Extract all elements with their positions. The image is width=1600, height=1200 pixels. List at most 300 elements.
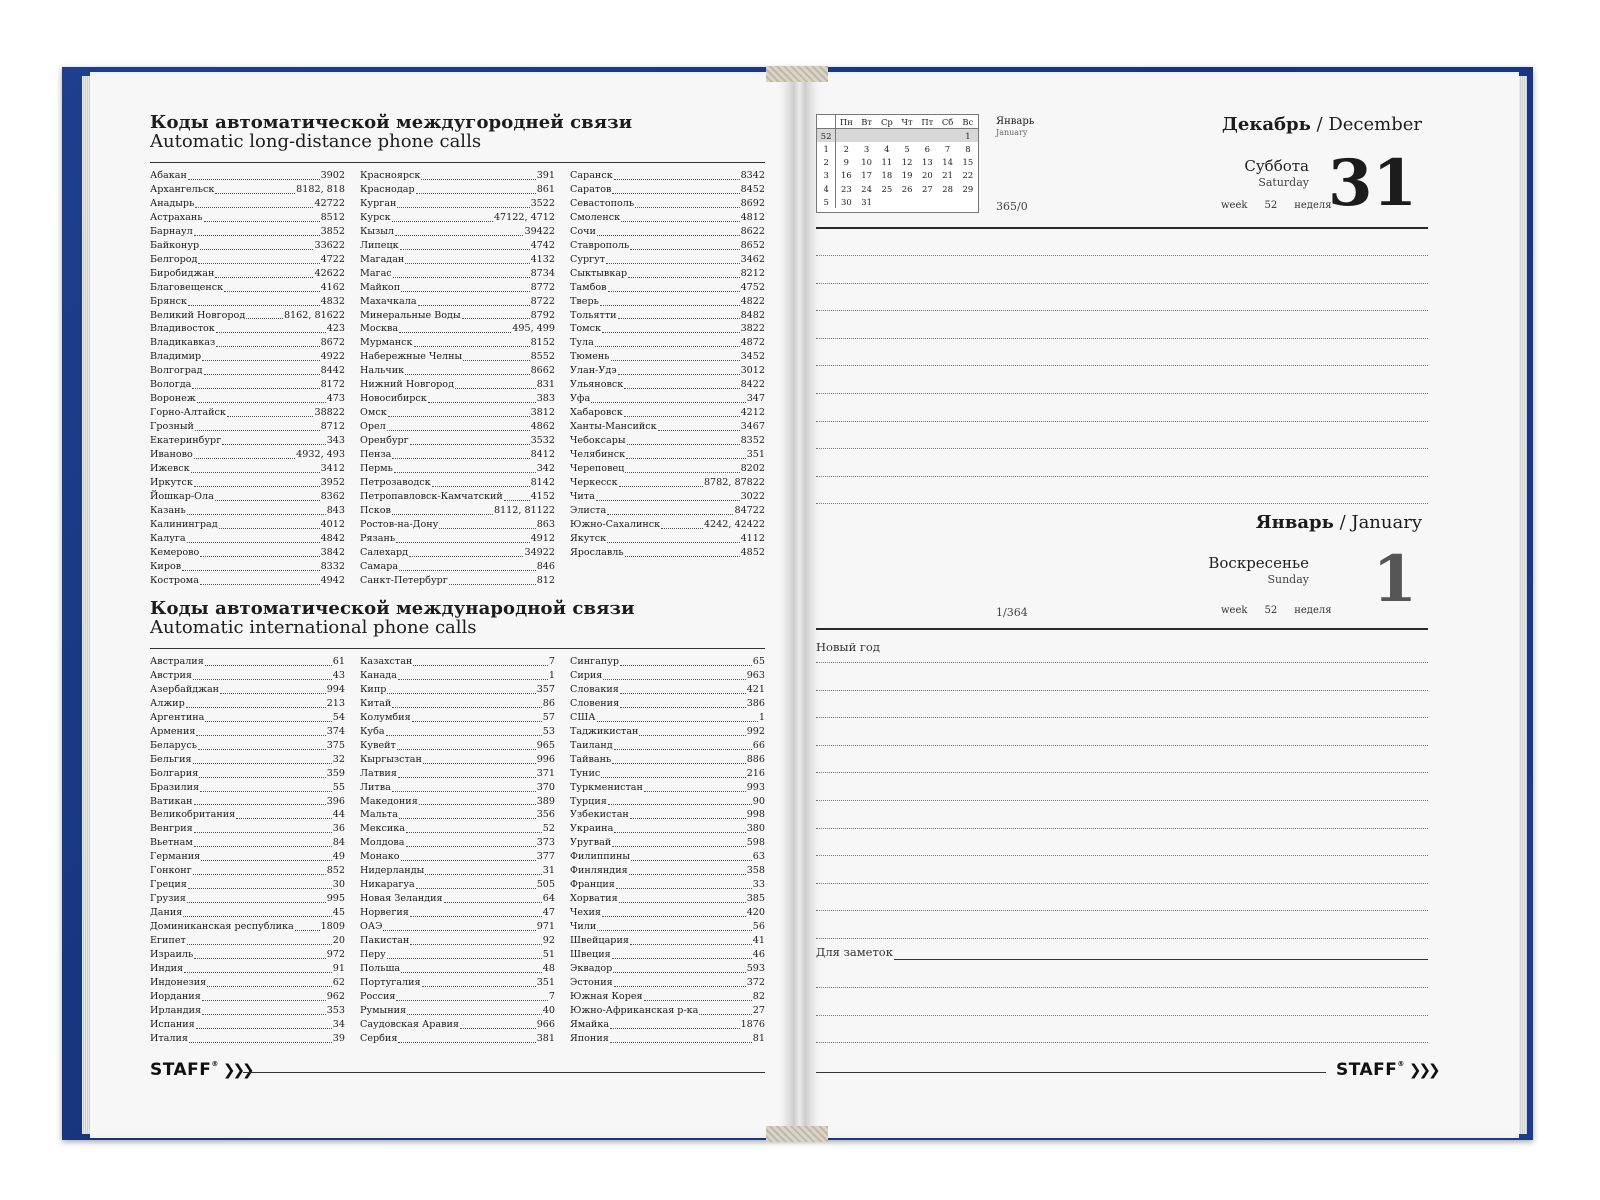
holiday-label: Новый год bbox=[816, 640, 880, 654]
code-entry bbox=[360, 864, 555, 878]
entry-code: 216 bbox=[746, 767, 765, 779]
code-entry bbox=[360, 669, 555, 683]
leader-dots bbox=[439, 518, 535, 529]
entry-code: 3842 bbox=[320, 546, 345, 558]
code-entry bbox=[150, 934, 345, 948]
entry-code: 351 bbox=[536, 976, 555, 988]
entry-code: 40 bbox=[542, 1004, 555, 1016]
entry-code: 61 bbox=[332, 656, 345, 667]
leader-dots bbox=[614, 169, 740, 180]
leader-dots bbox=[410, 906, 542, 917]
entry-code: 65 bbox=[752, 656, 765, 667]
code-entry bbox=[360, 948, 555, 962]
codes-column bbox=[150, 169, 345, 588]
entry-code: 8412 bbox=[530, 449, 555, 461]
leader-dots bbox=[608, 795, 752, 806]
code-entry bbox=[150, 864, 345, 878]
leader-dots bbox=[392, 697, 542, 708]
leader-dots bbox=[432, 476, 530, 487]
day-separator bbox=[816, 628, 1428, 630]
calendar-day: 22 bbox=[962, 170, 974, 181]
calendar-day: 8 bbox=[965, 143, 971, 154]
ruled-line bbox=[816, 828, 1428, 829]
entry-name: Курган bbox=[360, 197, 397, 209]
footer-rule bbox=[816, 1072, 1326, 1073]
leader-dots bbox=[399, 322, 511, 333]
right-page bbox=[806, 72, 1519, 1138]
entry-name: Брянск bbox=[150, 295, 188, 307]
leader-dots bbox=[635, 197, 739, 208]
leader-dots bbox=[625, 546, 740, 557]
entry-code: 377 bbox=[536, 851, 555, 863]
entry-name: Севастополь bbox=[570, 197, 635, 209]
entry-name: Кипр bbox=[360, 683, 387, 695]
entry-name: Саранск bbox=[570, 170, 613, 181]
code-entry bbox=[360, 990, 555, 1004]
calendar-day bbox=[958, 195, 978, 208]
entry-name: Узбекистан bbox=[570, 809, 629, 821]
code-entry bbox=[570, 669, 765, 683]
entry-name: Владимир bbox=[150, 351, 202, 363]
code-entry bbox=[360, 808, 555, 822]
entry-name: Канада bbox=[360, 669, 397, 681]
entry-name: Израиль bbox=[150, 949, 194, 961]
entry-name: Украина bbox=[570, 823, 614, 835]
leader-dots bbox=[413, 655, 548, 666]
calendar-day: 6 bbox=[924, 143, 931, 154]
entry-code: 8772 bbox=[530, 281, 555, 293]
leader-dots bbox=[397, 197, 529, 208]
leader-dots bbox=[398, 1032, 535, 1043]
leader-dots bbox=[395, 225, 523, 236]
entry-name: Тюмень bbox=[570, 351, 610, 363]
entry-name: Эквадор bbox=[570, 962, 613, 974]
leader-dots bbox=[416, 183, 536, 194]
entry-code: 4862 bbox=[530, 421, 555, 433]
leader-dots bbox=[398, 767, 536, 778]
code-entry bbox=[570, 378, 765, 392]
code-entry bbox=[570, 976, 765, 990]
weekday-name: Суббота bbox=[1244, 157, 1309, 175]
calendar-day: 20 bbox=[922, 170, 933, 181]
entry-code: 3852 bbox=[320, 225, 345, 237]
entry-name: Сыктывкар bbox=[570, 267, 628, 279]
code-entry bbox=[150, 225, 345, 239]
entry-name: Псков bbox=[360, 504, 391, 516]
book-gutter bbox=[793, 72, 806, 1138]
leader-dots bbox=[400, 239, 530, 250]
entry-name: Филиппины bbox=[570, 851, 631, 863]
leader-dots bbox=[202, 1004, 326, 1015]
code-entry bbox=[360, 934, 555, 948]
code-entry bbox=[570, 962, 765, 976]
leader-dots bbox=[236, 808, 332, 819]
code-entry bbox=[570, 322, 765, 336]
leader-dots bbox=[619, 892, 746, 903]
code-entry bbox=[150, 560, 345, 574]
weekday-name: Воскресенье bbox=[1208, 554, 1309, 572]
calendar-day: 26 bbox=[901, 183, 913, 194]
code-entry bbox=[360, 697, 555, 711]
entry-code: 86 bbox=[542, 697, 555, 709]
code-entry bbox=[150, 448, 345, 462]
leader-dots bbox=[410, 434, 530, 445]
entry-name: Тамбов bbox=[570, 281, 607, 293]
entry-name: Австралия bbox=[150, 656, 204, 667]
entry-name: Йошкар-Ола bbox=[150, 490, 214, 502]
entry-name: ОАЭ bbox=[360, 921, 383, 933]
entry-code: 8672 bbox=[320, 337, 345, 349]
codes-column bbox=[570, 655, 765, 1046]
code-entry bbox=[360, 295, 555, 309]
leader-dots bbox=[224, 281, 319, 292]
code-entry bbox=[150, 711, 345, 725]
entry-name: Петрозаводск bbox=[360, 476, 431, 488]
code-entry bbox=[150, 336, 345, 350]
leader-dots bbox=[195, 197, 313, 208]
leader-dots bbox=[621, 211, 739, 222]
leader-dots bbox=[591, 392, 746, 403]
code-entry bbox=[360, 1004, 555, 1018]
leader-dots bbox=[611, 350, 740, 361]
code-entry bbox=[570, 725, 765, 739]
leader-dots bbox=[200, 574, 320, 585]
leader-dots bbox=[463, 350, 529, 361]
entry-code: 53 bbox=[542, 725, 555, 737]
entry-code: 965 bbox=[536, 739, 555, 751]
entry-name: Россия bbox=[360, 990, 396, 1002]
leader-dots bbox=[606, 253, 739, 264]
code-entry bbox=[360, 183, 555, 197]
leader-dots bbox=[398, 669, 548, 680]
entry-name: Магас bbox=[360, 267, 392, 279]
entry-code: 3467 bbox=[740, 421, 765, 433]
leader-dots bbox=[425, 864, 542, 875]
ruled-line bbox=[816, 800, 1428, 801]
entry-code: 852 bbox=[326, 865, 345, 877]
entry-code: 966 bbox=[536, 1018, 555, 1030]
calendar-day: 14 bbox=[942, 157, 953, 168]
entry-code: 8442 bbox=[320, 365, 345, 377]
entry-name: Германия bbox=[150, 851, 201, 863]
leader-dots bbox=[387, 420, 530, 431]
code-entry bbox=[150, 822, 345, 836]
entry-name: Петропавловск-Камчатский bbox=[360, 490, 503, 502]
footer-rule bbox=[243, 1072, 765, 1073]
code-entry bbox=[150, 267, 345, 281]
calendar-day bbox=[917, 129, 937, 143]
entry-code: 8352 bbox=[740, 435, 765, 447]
ruled-line bbox=[816, 310, 1428, 311]
entry-code: 8662 bbox=[530, 365, 555, 377]
leader-dots bbox=[187, 934, 332, 945]
codes-column bbox=[360, 655, 555, 1046]
leader-dots bbox=[216, 336, 319, 347]
entry-name: Тольятти bbox=[570, 309, 617, 321]
calendar-day bbox=[897, 129, 917, 143]
code-entry bbox=[570, 239, 765, 253]
entry-code: 375 bbox=[326, 739, 345, 751]
calendar-day bbox=[937, 195, 957, 208]
entry-code: 385 bbox=[746, 893, 765, 905]
mini-calendar-month-en: January bbox=[996, 128, 1028, 137]
entry-code: 4722 bbox=[320, 253, 345, 265]
leader-dots bbox=[220, 683, 326, 694]
leader-dots bbox=[630, 239, 739, 250]
leader-dots bbox=[197, 392, 326, 403]
code-entry bbox=[570, 364, 765, 378]
entry-name: Орел bbox=[360, 421, 386, 433]
entry-code: 46 bbox=[752, 949, 765, 961]
code-entry bbox=[360, 920, 555, 934]
code-entry bbox=[150, 476, 345, 490]
entry-name: Грозный bbox=[150, 421, 194, 433]
entry-code: 846 bbox=[536, 560, 555, 572]
code-entry bbox=[360, 795, 555, 809]
entry-code: 8692 bbox=[740, 197, 765, 209]
entry-code: 994 bbox=[326, 683, 345, 695]
leader-dots bbox=[196, 1018, 332, 1029]
entry-name: Бельгия bbox=[150, 753, 192, 765]
code-entry bbox=[570, 683, 765, 697]
leader-dots bbox=[204, 211, 320, 222]
leader-dots bbox=[421, 169, 535, 180]
entry-code: 39 bbox=[332, 1032, 345, 1044]
ruled-line bbox=[816, 421, 1428, 422]
calendar-day bbox=[897, 195, 917, 208]
day-separator bbox=[816, 227, 1428, 229]
entry-code: 3822 bbox=[740, 323, 765, 335]
entry-name: Болгария bbox=[150, 767, 199, 779]
entry-code: 7 bbox=[548, 990, 555, 1002]
leader-dots bbox=[200, 546, 319, 557]
entry-name: Санкт-Петербург bbox=[360, 574, 448, 586]
code-entry bbox=[150, 683, 345, 697]
code-entry bbox=[150, 211, 345, 225]
code-entry bbox=[150, 739, 345, 753]
entry-code: 8782, 87822 bbox=[703, 476, 765, 488]
code-entry bbox=[150, 392, 345, 406]
left-page bbox=[90, 72, 793, 1138]
entry-name: Сербия bbox=[360, 1032, 398, 1044]
day-number: 31 bbox=[1327, 146, 1417, 221]
code-entry bbox=[150, 406, 345, 420]
code-entry bbox=[570, 183, 765, 197]
entry-name: Италия bbox=[150, 1032, 188, 1044]
leader-dots bbox=[629, 864, 746, 875]
calendar-day bbox=[856, 129, 876, 143]
calendar-day: 11 bbox=[881, 157, 893, 168]
leader-dots bbox=[639, 725, 745, 736]
code-entry bbox=[570, 420, 765, 434]
code-entry bbox=[360, 892, 555, 906]
entry-name: Дания bbox=[150, 907, 183, 919]
entry-code: 39422 bbox=[524, 225, 555, 237]
code-entry bbox=[360, 281, 555, 295]
leader-dots bbox=[195, 420, 320, 431]
entry-code: 4812 bbox=[740, 211, 765, 223]
code-entry bbox=[150, 850, 345, 864]
entry-name: Воронеж bbox=[150, 393, 196, 405]
entry-name: Самара bbox=[360, 560, 399, 572]
code-entry bbox=[150, 281, 345, 295]
entry-code: 8182, 818 bbox=[296, 183, 345, 195]
month-header: Декабрь / December bbox=[1221, 114, 1422, 135]
code-entry bbox=[570, 892, 765, 906]
leader-dots bbox=[406, 836, 536, 847]
headband-top bbox=[766, 66, 828, 82]
entry-name: Кыргызстан bbox=[360, 753, 422, 765]
entry-code: 342 bbox=[536, 463, 555, 475]
code-entry bbox=[360, 225, 555, 239]
leader-dots bbox=[601, 767, 745, 778]
entry-code: 66 bbox=[752, 739, 765, 751]
leader-dots bbox=[596, 490, 740, 501]
code-entry bbox=[150, 1004, 345, 1018]
entry-code: 8452 bbox=[740, 183, 765, 195]
day-number: 1 bbox=[1372, 542, 1417, 617]
entry-name: Владикавказ bbox=[150, 337, 216, 349]
leader-dots bbox=[418, 295, 530, 306]
entry-code: 8212 bbox=[740, 267, 765, 279]
code-entry bbox=[360, 546, 555, 560]
leader-dots bbox=[399, 560, 536, 571]
calendar-day: 15 bbox=[962, 157, 974, 168]
entry-name: Эстония bbox=[570, 976, 613, 988]
ruled-line bbox=[816, 662, 1428, 663]
leader-dots bbox=[194, 948, 326, 959]
leader-dots bbox=[644, 781, 746, 792]
code-entry bbox=[150, 781, 345, 795]
leader-dots bbox=[205, 655, 332, 666]
entry-code: 372 bbox=[746, 976, 765, 988]
code-entry bbox=[570, 864, 765, 878]
entry-name: Колумбия bbox=[360, 711, 411, 723]
leader-dots bbox=[196, 725, 325, 736]
leader-dots bbox=[409, 546, 523, 557]
ruled-line bbox=[816, 1015, 1428, 1016]
code-entry bbox=[360, 1018, 555, 1032]
entry-name: Майкоп bbox=[360, 281, 401, 293]
ruled-line bbox=[816, 987, 1428, 988]
entry-code: 4912 bbox=[530, 532, 555, 544]
code-entry bbox=[150, 962, 345, 976]
entry-code: 4162 bbox=[320, 281, 345, 293]
leader-dots bbox=[414, 336, 530, 347]
entry-code: 4132 bbox=[530, 253, 555, 265]
leader-dots bbox=[199, 767, 325, 778]
leader-dots bbox=[612, 948, 752, 959]
code-entry bbox=[150, 878, 345, 892]
code-entry bbox=[360, 490, 555, 504]
entry-name: Нальчик bbox=[360, 365, 405, 377]
entry-name: Швейцария bbox=[570, 935, 629, 947]
headband-bottom bbox=[766, 1126, 828, 1142]
leader-dots bbox=[204, 364, 320, 375]
entry-code: 8622 bbox=[740, 225, 765, 237]
weekday-header: Вт bbox=[856, 115, 876, 129]
code-entry bbox=[570, 350, 765, 364]
entry-code: 358 bbox=[746, 865, 765, 877]
code-entry bbox=[150, 697, 345, 711]
code-entry bbox=[570, 948, 765, 962]
leader-dots bbox=[603, 669, 745, 680]
code-entry bbox=[570, 878, 765, 892]
entry-code: 4932, 493 bbox=[296, 449, 345, 461]
code-entry bbox=[360, 309, 555, 323]
calendar-day: 13 bbox=[922, 157, 933, 168]
leader-dots bbox=[612, 836, 745, 847]
leader-dots bbox=[449, 574, 536, 585]
leader-dots bbox=[399, 808, 536, 819]
calendar-day: 10 bbox=[861, 157, 872, 168]
leader-dots bbox=[607, 504, 733, 515]
code-entry bbox=[570, 836, 765, 850]
entry-code: 36 bbox=[332, 823, 345, 835]
entry-name: Красноярск bbox=[360, 170, 421, 181]
entry-name: Саудовская Аравия bbox=[360, 1018, 459, 1030]
week-number: 52 bbox=[817, 129, 836, 143]
leader-dots bbox=[216, 322, 326, 333]
entry-name: Ижевск bbox=[150, 463, 190, 475]
entry-code: 54 bbox=[332, 711, 345, 723]
calendar-day: 30 bbox=[841, 196, 852, 207]
leader-dots bbox=[612, 753, 745, 764]
code-entry bbox=[150, 795, 345, 809]
code-entry bbox=[150, 420, 345, 434]
entry-name: Нидерланды bbox=[360, 865, 425, 877]
entry-code: 8142 bbox=[530, 476, 555, 488]
entry-code: 886 bbox=[746, 753, 765, 765]
leader-dots bbox=[614, 976, 746, 987]
entry-code: 64 bbox=[542, 893, 555, 905]
codes-column bbox=[570, 169, 765, 560]
entry-name: Бразилия bbox=[150, 781, 200, 793]
code-entry bbox=[570, 906, 765, 920]
entry-name: Молдова bbox=[360, 837, 405, 849]
entry-code: 1876 bbox=[740, 1018, 765, 1030]
entry-name: Греция bbox=[150, 879, 187, 891]
entry-name: Таиланд bbox=[570, 739, 613, 751]
ruled-line bbox=[816, 448, 1428, 449]
leader-dots bbox=[202, 350, 319, 361]
entry-code: 8152 bbox=[530, 337, 555, 349]
code-entry bbox=[570, 711, 765, 725]
code-entry bbox=[150, 197, 345, 211]
leader-dots bbox=[624, 378, 739, 389]
entry-code: 4942 bbox=[320, 574, 345, 586]
ruled-line bbox=[816, 283, 1428, 284]
leader-dots bbox=[620, 697, 746, 708]
entry-code: 8202 bbox=[740, 463, 765, 475]
entry-name: Екатеринбург bbox=[150, 435, 222, 447]
code-entry bbox=[360, 420, 555, 434]
leader-dots bbox=[194, 225, 320, 236]
entry-name: Новая Зеландия bbox=[360, 893, 443, 905]
code-entry bbox=[570, 934, 765, 948]
entry-code: 495, 499 bbox=[512, 323, 555, 335]
entry-name: Салехард bbox=[360, 546, 409, 558]
entry-name: Якутск bbox=[570, 532, 607, 544]
entry-code: 357 bbox=[536, 683, 555, 695]
entry-code: 473 bbox=[326, 393, 345, 405]
entry-code: 30 bbox=[332, 879, 345, 891]
ruled-line bbox=[816, 855, 1428, 856]
international-codes-title: Коды автоматической международной связи bbox=[150, 598, 635, 619]
code-entry bbox=[360, 364, 555, 378]
entry-name: Словения bbox=[570, 697, 620, 709]
entry-name: Южно-Сахалинск bbox=[570, 518, 661, 530]
